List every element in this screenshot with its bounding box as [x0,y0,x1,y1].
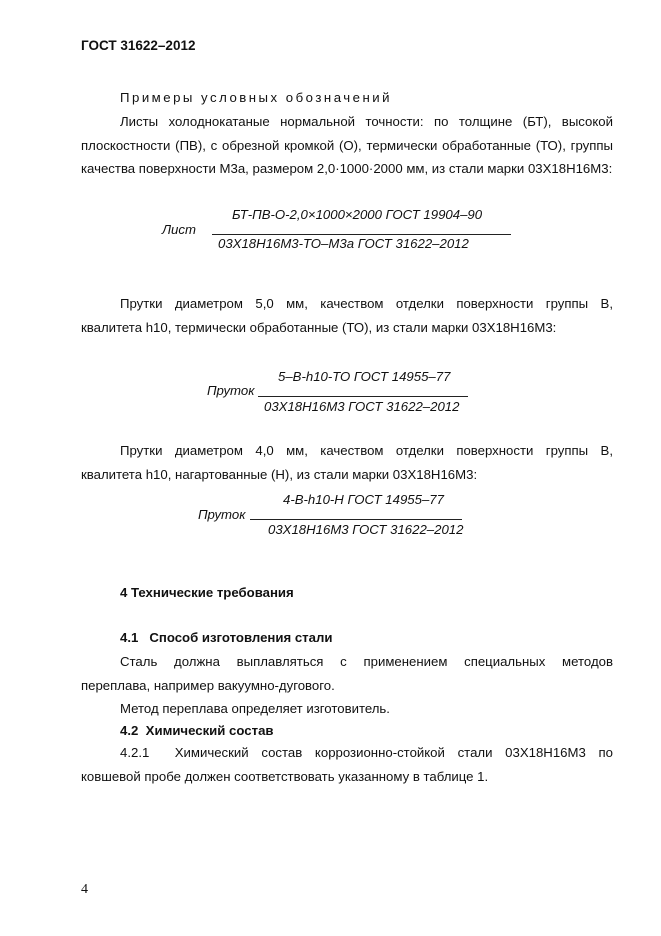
paragraph-line: качества поверхности М3а, размером 2,0·1000·2000 мм, из стали марки 03Х18Н16М3: [81,161,613,176]
paragraph-line: Прутки диаметром 5,0 мм, качеством отделки поверхности группы В, [120,296,613,311]
sheet-fraction-line [212,234,511,235]
bar2-designation-denominator: 03Х18Н16М3 ГОСТ 31622–2012 [268,522,464,537]
paragraph-line: 4.2.1 Химический состав коррозионно-стойкой стали 03Х18Н16М3 по [120,745,613,760]
subsection-4-1-paragraph-2: Метод переплава определяет изготовитель. [120,701,390,716]
section-4-heading: 4 Технические требования [120,585,294,600]
bar1-designation-label: Пруток [207,383,255,398]
subsection-4-1-heading: 4.1 Способ изготовления стали [120,630,333,645]
paragraph-line: плоскостности (ПВ), с обрезной кромкой (О), термически обработанные (ТО), группы [81,137,613,153]
subsection-4-2-heading: 4.2 Химический состав [120,723,274,738]
sheet-designation-denominator: 03Х18Н16М3-ТО–М3а ГОСТ 31622–2012 [218,236,469,251]
paragraph-line: Листы холоднокатаные нормальной точности: по толщине (БТ), высокой [120,114,613,129]
paragraph-line: ковшевой пробе должен соответствовать указанному в таблице 1. [81,768,489,784]
subsection-4-2-1-paragraph [81,741,613,788]
paragraph-line: переплава, например вакуумно-дугового. [81,677,335,693]
examples-heading: Примеры условных обозначений [120,90,392,105]
bar2-designation-numerator: 4-В-h10-Н ГОСТ 14955–77 [283,492,444,507]
sheet-designation-numerator: БТ-ПВ-О-2,0×1000×2000 ГОСТ 19904–90 [232,207,483,222]
page-number: 4 [81,882,88,897]
bar1-designation-denominator: 03Х18Н16М3 ГОСТ 31622–2012 [264,399,460,414]
sheet-designation-label: Лист [162,222,196,237]
bar2-designation-label: Пруток [198,507,246,522]
paragraph-line: Сталь должна выплавляться с применением специальных методов [120,654,613,669]
sheet-example-paragraph [81,110,613,181]
paragraph-line: квалитета h10, нагартованные (Н), из стали марки 03Х18Н16М3: [81,466,478,482]
paragraph-line: Прутки диаметром 4,0 мм, качеством отделки поверхности группы В, [120,443,613,458]
document-header: ГОСТ 31622–2012 [81,38,196,53]
paragraph-line: квалитета h10, термически обработанные (ТО), из стали марки 03Х18Н16М3: [81,319,557,335]
bar-example-1-paragraph [81,292,613,339]
bar1-fraction-line [258,396,468,397]
subsection-4-1-paragraph [81,650,613,697]
bar-example-2-paragraph [81,439,613,486]
bar2-fraction-line [250,519,462,520]
bar1-designation-numerator: 5–В-h10-ТО ГОСТ 14955–77 [278,369,451,384]
